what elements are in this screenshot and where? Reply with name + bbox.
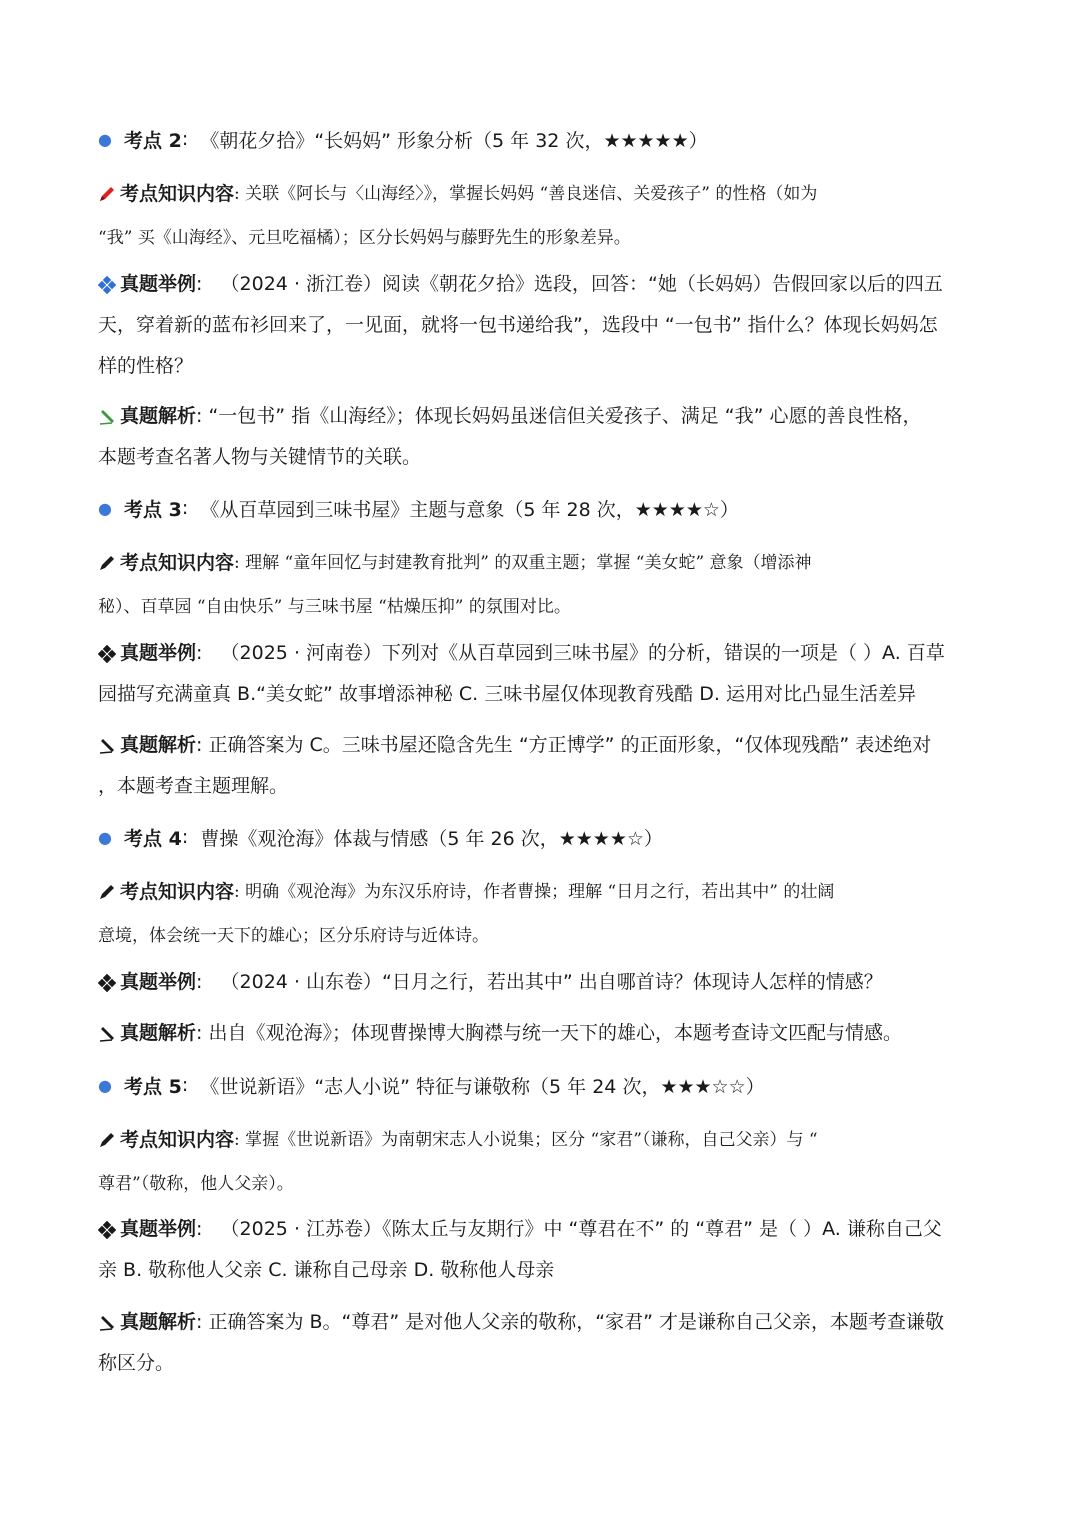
- analysis-text-line: 出自《观沧海》；体现曹操博大胸襟与统一天下的雄心，本题考查诗文匹配与情感。: [208, 1022, 902, 1044]
- knowledge-label: 考点知识内容: [120, 1129, 235, 1151]
- knowledge-label: 考点知识内容: [120, 881, 235, 903]
- black-diamond-icon: [98, 974, 120, 992]
- section-title: 《朝花夕拾》“长妈妈” 形象分析（5 年 32 次，★★★★★）: [200, 129, 708, 152]
- knowledge-text-line: 关联《阿长与〈山海经〉》，掌握长妈妈 “善良迷信、关爱孩子” 的性格（如为: [245, 184, 818, 204]
- analysis-text-line: 正确答案为 C。三味书屋还隐含先生 “方正博学” 的正面形象，“仅体现残酷” 表述绝对: [208, 734, 932, 756]
- knowledge-text-line: 意境，体会统一天下的雄心；区分乐府诗与近体诗。: [98, 926, 489, 946]
- pencil-icon: [98, 1025, 120, 1043]
- section-label: 考点 3: [124, 498, 182, 521]
- pencil-icon: [98, 1314, 120, 1332]
- example-text-line: 亲 B. 敬称他人父亲 C. 谦称自己母亲 D. 敬称他人母亲: [98, 1259, 555, 1281]
- section-label: 考点 5: [124, 1075, 182, 1098]
- example-text-line: （2025 · 江苏卷）《陈太丘与友期行》中 “尊君在不” 的 “尊君” 是（ ）A. 谦称自己父: [220, 1218, 942, 1240]
- bullet-dot-icon: ●: [98, 498, 112, 518]
- black-diamond-icon: [98, 1221, 120, 1239]
- knowledge-block: 考点知识内容 : 明确《观沧海》为东汉乐府诗，作者曹操；理解 “日月之行，若出其中” 的壮阔 意境，体会统一天下的雄心；区分乐府诗与近体诗。: [98, 870, 984, 958]
- pencil-icon: [98, 737, 120, 755]
- example-label: 真题举例: [120, 1218, 197, 1240]
- green-pencil-icon: [98, 408, 120, 426]
- analysis-label: 真题解析: [120, 734, 197, 756]
- section-heading: ● 考点 3 : 《从百草园到三味书屋》主题与意象（5 年 28 次，★★★★☆）: [98, 487, 984, 529]
- section-label: 考点 4: [124, 827, 182, 850]
- example-label: 真题举例: [120, 971, 197, 993]
- analysis-text-line: 正确答案为 B。“尊君” 是对他人父亲的敬称，“家君” 才是谦称自己父亲，本题考查谦敬: [208, 1311, 944, 1333]
- knowledge-text-line: “我” 买《山海经》、元旦吃福橘）；区分长妈妈与藤野先生的形象差异。: [98, 228, 631, 248]
- example-block: 真题举例 : （2025 · 河南卷）下列对《从百草园到三味书屋》的分析，错误的一项是（ ）A. 百草 园描写充满童真 B.“美女蛇” 故事增添神秘 C. 三味书屋仅体现教育残酷 D. 运用对比凸显生活差异: [98, 633, 984, 715]
- analysis-label: 真题解析: [120, 1022, 197, 1044]
- black-diamond-icon: [98, 645, 120, 663]
- section-title: 《从百草园到三味书屋》主题与意象（5 年 28 次，★★★★☆）: [200, 498, 739, 521]
- knowledge-text-line: 秘）、百草园 “自由快乐” 与三味书屋 “枯燥压抑” 的氛围对比。: [98, 597, 571, 617]
- section-heading: ● 考点 4 : 曹操《观沧海》体裁与情感（5 年 26 次，★★★★☆）: [98, 816, 984, 858]
- knowledge-label: 考点知识内容: [120, 552, 235, 574]
- example-text-line: 天，穿着新的蓝布衫回来了，一见面，就将一包书递给我”，选段中 “一包书” 指什么？体现长妈妈怎: [98, 314, 938, 336]
- blue-diamond-icon: [98, 276, 120, 294]
- knowledge-block: 考点知识内容 : 理解 “童年回忆与封建教育批判” 的双重主题；掌握 “美女蛇” 意象（增添神 秘）、百草园 “自由快乐” 与三味书屋 “枯燥压抑” 的氛围对比。: [98, 541, 984, 629]
- analysis-label: 真题解析: [120, 405, 197, 427]
- bullet-dot-icon: ●: [98, 827, 112, 847]
- example-label: 真题举例: [120, 642, 197, 664]
- knowledge-label: 考点知识内容: [120, 183, 235, 205]
- example-text-line: （2024 · 浙江卷）阅读《朝花夕拾》选段，回答：“她（长妈妈）告假回家以后的四五: [220, 273, 943, 295]
- bullet-dot-icon: ●: [98, 1075, 112, 1095]
- example-text-line: 样的性格？: [98, 355, 194, 377]
- knowledge-block: 考点知识内容 : 关联《阿长与〈山海经〉》，掌握长妈妈 “善良迷信、关爱孩子” 的性格（如为 “我” 买《山海经》、元旦吃福橘）；区分长妈妈与藤野先生的形象差异。: [98, 172, 984, 260]
- example-label: 真题举例: [120, 273, 197, 295]
- pencil-icon: [98, 1131, 120, 1149]
- example-text-line: （2025 · 河南卷）下列对《从百草园到三味书屋》的分析，错误的一项是（ ）A. 百草: [220, 642, 945, 664]
- analysis-label: 真题解析: [120, 1311, 197, 1333]
- example-block: 真题举例 : （2024 · 山东卷）“日月之行，若出其中” 出自哪首诗？体现诗人怎样的情感？: [98, 962, 984, 1003]
- example-block: 真题举例 : （2024 · 浙江卷）阅读《朝花夕拾》选段，回答：“她（长妈妈）告假回家以后的四五 天，穿着新的蓝布衫回来了，一见面，就将一包书递给我”，选段中 “一包书” 指什么？体现长妈妈怎 样的性格？: [98, 264, 984, 387]
- section-heading: ● 考点 5 : 《世说新语》“志人小说” 特征与谦敬称（5 年 24 次，★★★☆☆）: [98, 1064, 984, 1106]
- knowledge-block: 考点知识内容 : 掌握《世说新语》为南朝宋志人小说集；区分 “家君”（谦称，自己父亲）与 “ 尊君”（敬称，他人父亲）。: [98, 1118, 984, 1206]
- bullet-dot-icon: ●: [98, 129, 112, 149]
- analysis-block: 真题解析 : “一包书” 指《山海经》；体现长妈妈虽迷信但关爱孩子、满足 “我” 心愿的善良性格， 本题考查名著人物与关键情节的关联。: [98, 396, 984, 478]
- example-block: 真题举例 : （2025 · 江苏卷）《陈太丘与友期行》中 “尊君在不” 的 “尊君” 是（ ）A. 谦称自己父 亲 B. 敬称他人父亲 C. 谦称自己母亲 D. 敬称他人母亲: [98, 1209, 984, 1291]
- example-text-line: 园描写充满童真 B.“美女蛇” 故事增添神秘 C. 三味书屋仅体现教育残酷 D. 运用对比凸显生活差异: [98, 683, 916, 705]
- analysis-text-line: 称区分。: [98, 1352, 175, 1374]
- section-label: 考点 2: [124, 129, 182, 152]
- example-text-line: （2024 · 山东卷）“日月之行，若出其中” 出自哪首诗？体现诗人怎样的情感？: [220, 971, 883, 993]
- knowledge-text-line: 掌握《世说新语》为南朝宋志人小说集；区分 “家君”（谦称，自己父亲）与 “: [245, 1130, 818, 1150]
- pencil-icon: [98, 554, 120, 572]
- analysis-text-line: ，本题考查主题理解。: [98, 775, 289, 797]
- section-title: 曹操《观沧海》体裁与情感（5 年 26 次，★★★★☆）: [200, 827, 663, 850]
- red-pencil-icon: [98, 185, 120, 203]
- analysis-block: 真题解析 : 正确答案为 C。三味书屋还隐含先生 “方正博学” 的正面形象，“仅体现残酷” 表述绝对 ，本题考查主题理解。: [98, 725, 984, 807]
- knowledge-text-line: 明确《观沧海》为东汉乐府诗，作者曹操；理解 “日月之行，若出其中” 的壮阔: [245, 882, 835, 902]
- analysis-text-line: “一包书” 指《山海经》；体现长妈妈虽迷信但关爱孩子、满足 “我” 心愿的善良性格，: [208, 405, 922, 427]
- section-heading: ● 考点 2 : 《朝花夕拾》“长妈妈” 形象分析（5 年 32 次，★★★★★）: [98, 118, 984, 160]
- knowledge-text-line: 尊君”（敬称，他人父亲）。: [98, 1174, 294, 1194]
- section-title: 《世说新语》“志人小说” 特征与谦敬称（5 年 24 次，★★★☆☆）: [200, 1075, 765, 1098]
- pencil-icon: [98, 883, 120, 901]
- analysis-text-line: 本题考查名著人物与关键情节的关联。: [98, 446, 422, 468]
- analysis-block: 真题解析 : 正确答案为 B。“尊君” 是对他人父亲的敬称，“家君” 才是谦称自己父亲，本题考查谦敬 称区分。: [98, 1302, 984, 1384]
- analysis-block: 真题解析 : 出自《观沧海》；体现曹操博大胸襟与统一天下的雄心，本题考查诗文匹配与情感。: [98, 1013, 984, 1054]
- knowledge-text-line: 理解 “童年回忆与封建教育批判” 的双重主题；掌握 “美女蛇” 意象（增添神: [245, 553, 812, 573]
